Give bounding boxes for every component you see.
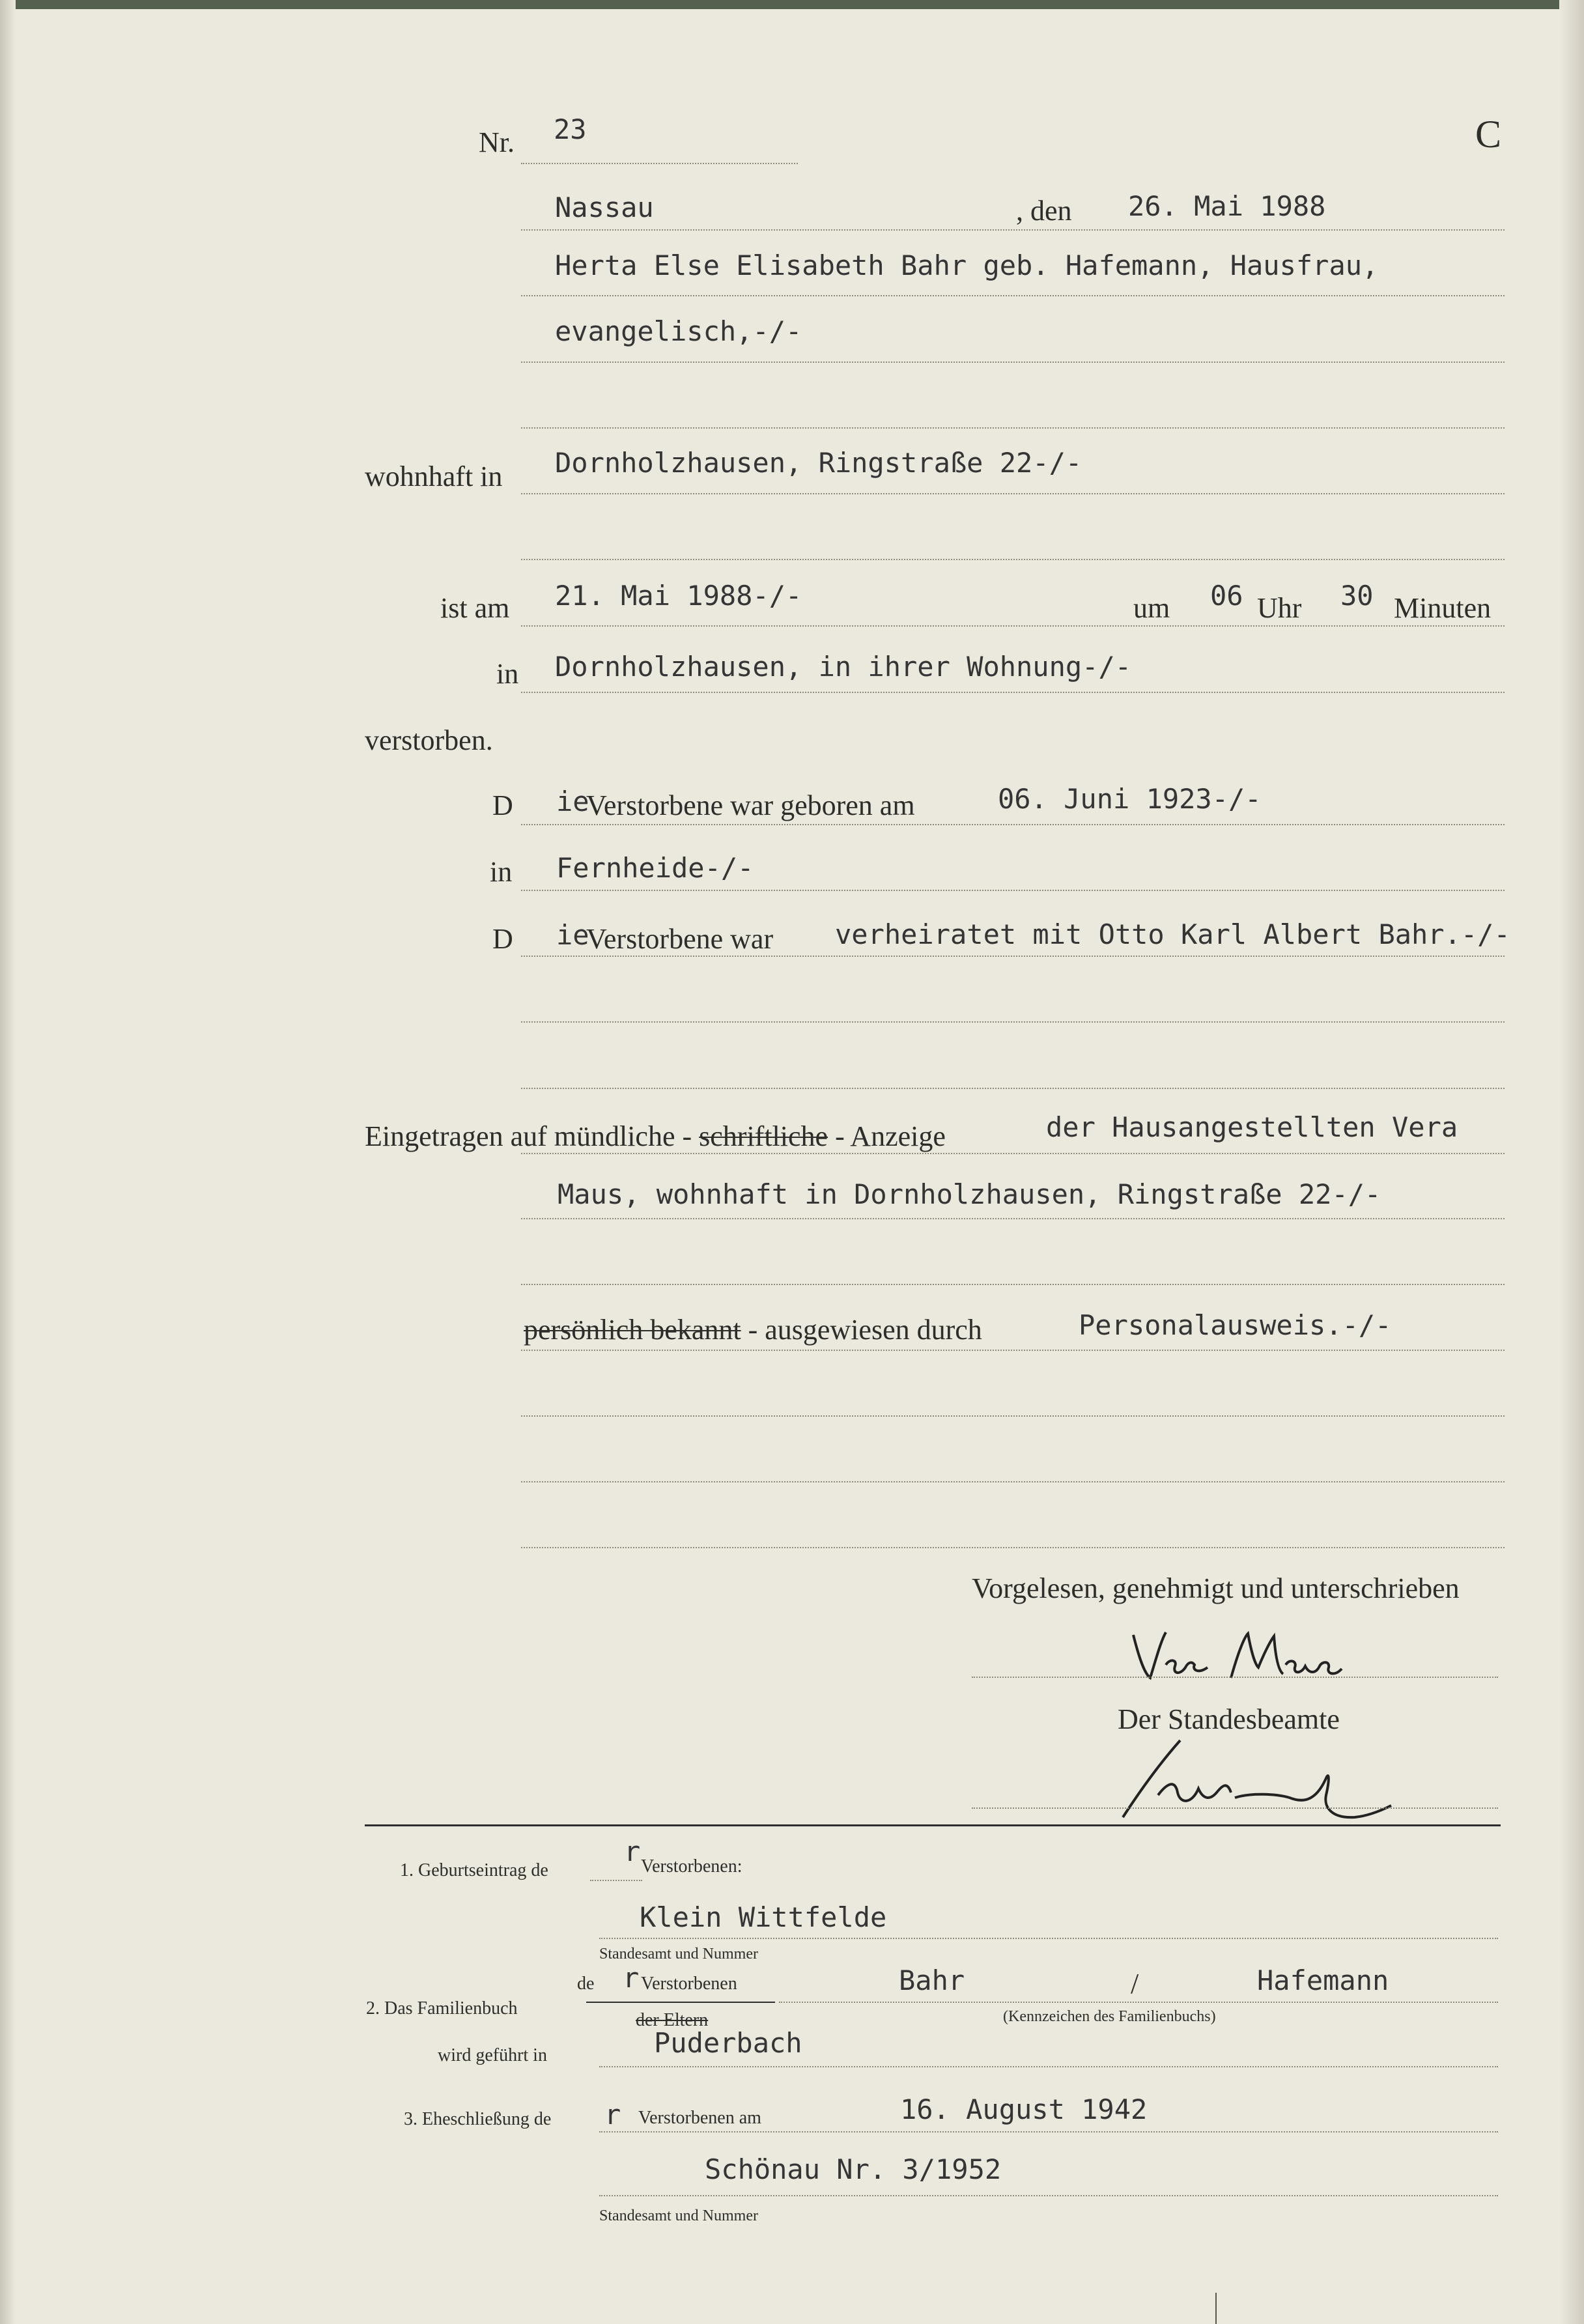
death-minutes: 30 — [1340, 580, 1374, 612]
den-label: , den — [1016, 195, 1072, 227]
line-birth-date — [521, 824, 1505, 825]
place: Nassau — [555, 191, 654, 223]
line-identification-3 — [521, 1481, 1505, 1482]
identification-label-suffix: - ausgewiesen durch — [741, 1314, 982, 1346]
line-death-place — [521, 692, 1505, 693]
residence-value: Dornholzhausen, Ringstraße 22-/- — [555, 447, 1082, 479]
death-date: 21. Mai 1988-/- — [555, 580, 802, 612]
birth-date: 06. Juni 1923-/- — [998, 783, 1262, 815]
top-border — [0, 0, 1584, 9]
right-edge-shadow — [1559, 0, 1584, 2324]
footnote1-r: r — [624, 1835, 641, 1867]
person-name: Herta Else Elisabeth Bahr geb. Hafemann, Hausfrau, — [555, 249, 1379, 281]
bottom-mark — [1215, 2293, 1217, 2324]
footnote2-place: Puderbach — [654, 2027, 802, 2059]
birth-label: Verstorbene war geboren am — [586, 789, 915, 821]
minuten-label: Minuten — [1394, 592, 1492, 624]
record-date: 26. Mai 1988 — [1128, 190, 1326, 222]
marital-d-label: D — [492, 923, 513, 955]
line-footnote2-place — [599, 2066, 1498, 2067]
footnote3-date: 16. August 1942 — [900, 2093, 1148, 2125]
registration-value-2: Maus, wohnhaft in Dornholzhausen, Ringstraße 22-/- — [558, 1178, 1381, 1210]
marital-ie-suffix: ie — [556, 919, 589, 951]
footnote3-caption: Standesamt und Nummer — [599, 2207, 758, 2224]
line-marital-1 — [521, 956, 1505, 957]
footnote2-verstorbenen: Verstorbenen — [641, 1974, 737, 1994]
marital-label: Verstorbene war — [586, 923, 774, 955]
registration-label-struck: schriftliche — [699, 1120, 828, 1152]
birth-place: Fernheide-/- — [556, 852, 754, 884]
line-registration-1 — [521, 1153, 1505, 1154]
footnote2-fraction-line — [586, 2002, 775, 2003]
um-label: um — [1133, 592, 1170, 624]
footnote2-label: 2. Das Familienbuch — [366, 1998, 518, 2019]
birth-d-label: D — [492, 789, 513, 821]
uhr-label: Uhr — [1257, 592, 1302, 624]
ist-am-label: ist am — [440, 592, 510, 624]
line-registration-3 — [521, 1284, 1505, 1285]
footnote3-r: r — [604, 2099, 621, 2131]
birth-ie-suffix: ie — [556, 786, 589, 817]
nr-label: Nr. — [479, 126, 515, 158]
footnote2-struck: der Eltern — [636, 2010, 709, 2030]
nr-value: 23 — [554, 113, 587, 145]
line-death-date — [521, 625, 1505, 627]
death-hour: 06 — [1210, 580, 1243, 612]
line-residence-1 — [521, 493, 1505, 494]
line-footnote1 — [599, 1938, 1498, 1939]
verstorben-label: verstorben. — [365, 724, 493, 756]
line-signature-2 — [972, 1807, 1498, 1809]
identification-label — [524, 1316, 982, 1344]
nr-line — [521, 163, 798, 164]
line-birth-place — [521, 890, 1505, 891]
death-in-label: in — [496, 658, 519, 690]
line-footnote3-date — [599, 2131, 1498, 2133]
registration-value-1: der Hausangestellten Vera — [1046, 1111, 1458, 1143]
footnote2-caption: (Kennzeichen des Familienbuchs) — [1003, 2008, 1216, 2025]
footnote3-suffix: Verstorbenen am — [638, 2108, 761, 2128]
line-person-1 — [521, 295, 1505, 296]
line-marital-3 — [521, 1088, 1505, 1089]
identification-label-struck: persönlich bekannt — [524, 1314, 741, 1346]
line-residence-2 — [521, 559, 1505, 560]
footnote1-value: Klein Wittfelde — [640, 1901, 887, 1933]
left-edge-shadow — [0, 0, 16, 2324]
registration-label — [365, 1122, 946, 1151]
footnote2-de: de — [577, 1974, 595, 1994]
line-identification-2 — [521, 1415, 1505, 1417]
marital-value: verheiratet mit Otto Karl Albert Bahr.-/- — [835, 918, 1510, 950]
footnote-divider — [365, 1824, 1501, 1826]
registrar-signature — [1120, 1733, 1394, 1824]
footnote2-r: r — [623, 1962, 640, 1994]
footnote1-suffix: Verstorbenen: — [641, 1856, 742, 1877]
line-identification-4 — [521, 1547, 1505, 1548]
footnote1-caption: Standesamt und Nummer — [599, 1946, 758, 1963]
footnote3-label: 3. Eheschließung de — [404, 2109, 552, 2129]
footnote2-slash: / — [1131, 1968, 1139, 2000]
registration-label-prefix: Eingetragen auf mündliche - — [365, 1120, 700, 1152]
line-place-date — [521, 229, 1505, 231]
read-approved-label: Vorgelesen, genehmigt und unterschrieben — [972, 1572, 1460, 1604]
footnote2-gefuehrt-label: wird geführt in — [438, 2045, 547, 2065]
footnote3-value: Schönau Nr. 3/1952 — [705, 2153, 1002, 2185]
birth-in-label: in — [490, 856, 513, 888]
line-marital-2 — [521, 1021, 1505, 1023]
line-person-3 — [521, 427, 1505, 429]
death-place: Dornholzhausen, in ihrer Wohnung-/- — [555, 651, 1132, 683]
identification-value: Personalausweis.-/- — [1079, 1309, 1392, 1341]
footnote2-value2: Hafemann — [1257, 1964, 1389, 1996]
footnote1-label: 1. Geburtseintrag de — [400, 1860, 548, 1880]
line-person-2 — [521, 361, 1505, 363]
residence-label: wohnhaft in — [365, 461, 503, 492]
line-registration-2 — [521, 1218, 1505, 1219]
line-footnote2-familienbuch — [779, 2002, 1498, 2003]
footnote2-value1: Bahr — [899, 1964, 965, 1996]
registration-label-suffix: - Anzeige — [828, 1120, 946, 1152]
person-religion: evangelisch,-/- — [555, 315, 802, 347]
line-footnote3-value — [599, 2195, 1498, 2196]
line-identification-1 — [521, 1350, 1505, 1351]
footnote1-r-line — [590, 1880, 642, 1881]
form-letter: C — [1475, 113, 1502, 156]
registrar-label: Der Standesbeamte — [1118, 1703, 1340, 1735]
line-signature-1 — [972, 1677, 1498, 1678]
